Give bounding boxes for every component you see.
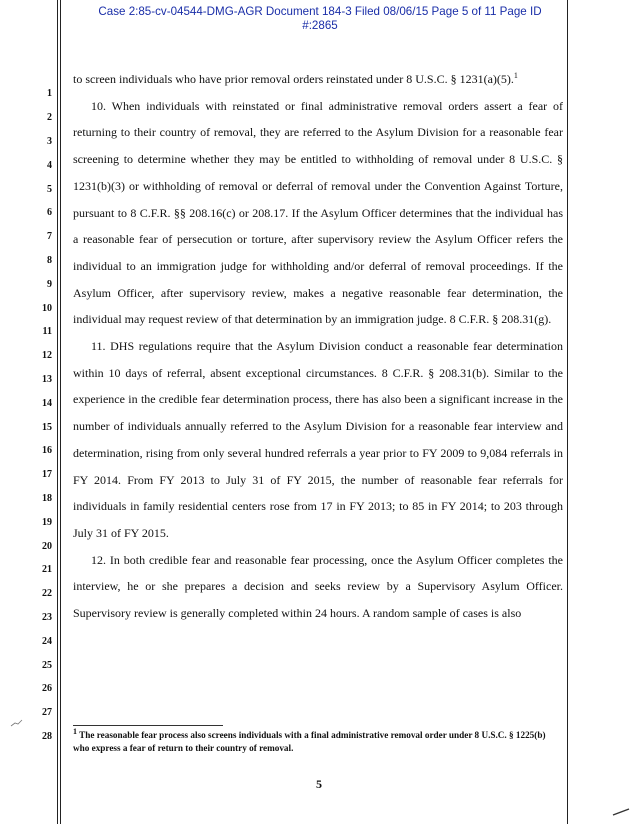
left-margin-rule-inner xyxy=(60,0,61,824)
footnote-text: The reasonable fear process also screens individuals with a final administrative removal order under 8 U.S.C. § 1225(b) who express a fear of return to their country of removal. xyxy=(73,730,546,753)
line-number: 16 xyxy=(42,445,52,456)
line-number: 19 xyxy=(42,517,52,528)
line-number: 25 xyxy=(42,660,52,671)
line-number: 13 xyxy=(42,374,52,385)
line-number: 28 xyxy=(42,731,52,742)
line-number: 24 xyxy=(42,636,52,647)
left-margin-rule-outer xyxy=(57,0,58,824)
paragraph-11: 11. DHS regulations require that the Asylum Division conduct a reasonable fear determination within 10 days of referral, absent exceptional circumstances. 8 C.F.R. § 208.31(b). Similar to the experience in the credible fear determination process, there has also been a significant increase in the number of individuals annually referred to the Asylum Division for a reasonable fear interview and determination, rising from only several hundred referrals a year prior to FY 2009 to 9,084 referrals in FY 2014. From FY 2013 to July 31 of FY 2015, the number of reasonable fear referrals for individuals in family residential centers rose from 17 in FY 2013; to 85 in FY 2014; to 203 through July 31 of FY 2015. xyxy=(73,339,563,540)
paragraph-continuation-text: to screen individuals who have prior removal orders reinstated under 8 U.S.C. § 1231(a)(5). xyxy=(73,72,514,86)
line-number: 21 xyxy=(42,564,52,575)
case-header-line2: #:2865 xyxy=(302,19,338,32)
line-number: 2 xyxy=(47,112,52,123)
line-number: 7 xyxy=(47,231,52,242)
footnote-separator xyxy=(73,725,223,726)
line-number: 20 xyxy=(42,541,52,552)
line-number: 10 xyxy=(42,303,52,314)
line-number: 11 xyxy=(42,326,52,337)
line-number: 17 xyxy=(42,469,52,480)
line-number: 23 xyxy=(42,612,52,623)
case-header-line1: Case 2:85-cv-04544-DMG-AGR Document 184-3 Filed 08/06/15 Page 5 of 11 Page ID xyxy=(98,5,542,18)
line-number: 3 xyxy=(47,136,52,147)
footnote-reference: 1 xyxy=(513,71,518,80)
corner-mark-icon xyxy=(612,806,630,816)
line-number: 12 xyxy=(42,350,52,361)
footnote-marker: 1 xyxy=(73,726,77,736)
line-number: 8 xyxy=(47,255,52,266)
paragraph-12: 12. In both credible fear and reasonable fear processing, once the Asylum Officer completes the interview, he or she prepares a decision and seeks review by a Supervisory Asylum Officer. Supervisory review is generally completed within 24 hours. A random sample of cases is also xyxy=(73,552,563,621)
line-number: 9 xyxy=(47,279,52,290)
line-number: 4 xyxy=(47,160,52,171)
line-number: 15 xyxy=(42,422,52,433)
line-number: 22 xyxy=(42,588,52,599)
line-number: 14 xyxy=(42,398,52,409)
margin-mark-icon xyxy=(10,718,28,728)
document-body xyxy=(73,66,563,627)
line-number: 5 xyxy=(47,184,52,195)
line-number: 27 xyxy=(42,707,52,718)
page-number: 5 xyxy=(316,777,322,791)
line-number: 26 xyxy=(42,683,52,694)
footnote xyxy=(73,726,558,755)
case-header xyxy=(60,5,580,33)
line-number: 18 xyxy=(42,493,52,504)
line-number: 6 xyxy=(47,207,52,218)
paragraph-continuation xyxy=(73,66,563,93)
right-margin-rule xyxy=(567,0,568,824)
line-number: 1 xyxy=(47,88,52,99)
paragraph-10: 10. When individuals with reinstated or final administrative removal orders assert a fear of returning to their country of removal, they are referred to the Asylum Division for a reasonable fear screening to determine whether they may be entitled to withholding of removal under 8 U.S.C. § 1231(b)(3) or withholding of removal or deferral of removal under the Convention Against Torture, pursuant to 8 C.F.R. §§ 208.16(c) or 208.17. If the Asylum Officer determines that the individual has a reasonable fear of persecution or torture, after supervisory review the Asylum Officer refers the individual to an immigration judge for withholding and/or deferral of removal proceedings. If the Asylum Officer, after supervisory review, makes a negative reasonable fear determination, the individual may request review of that determination by an immigration judge. 8 C.F.R. § 208.31(g). xyxy=(73,98,563,327)
